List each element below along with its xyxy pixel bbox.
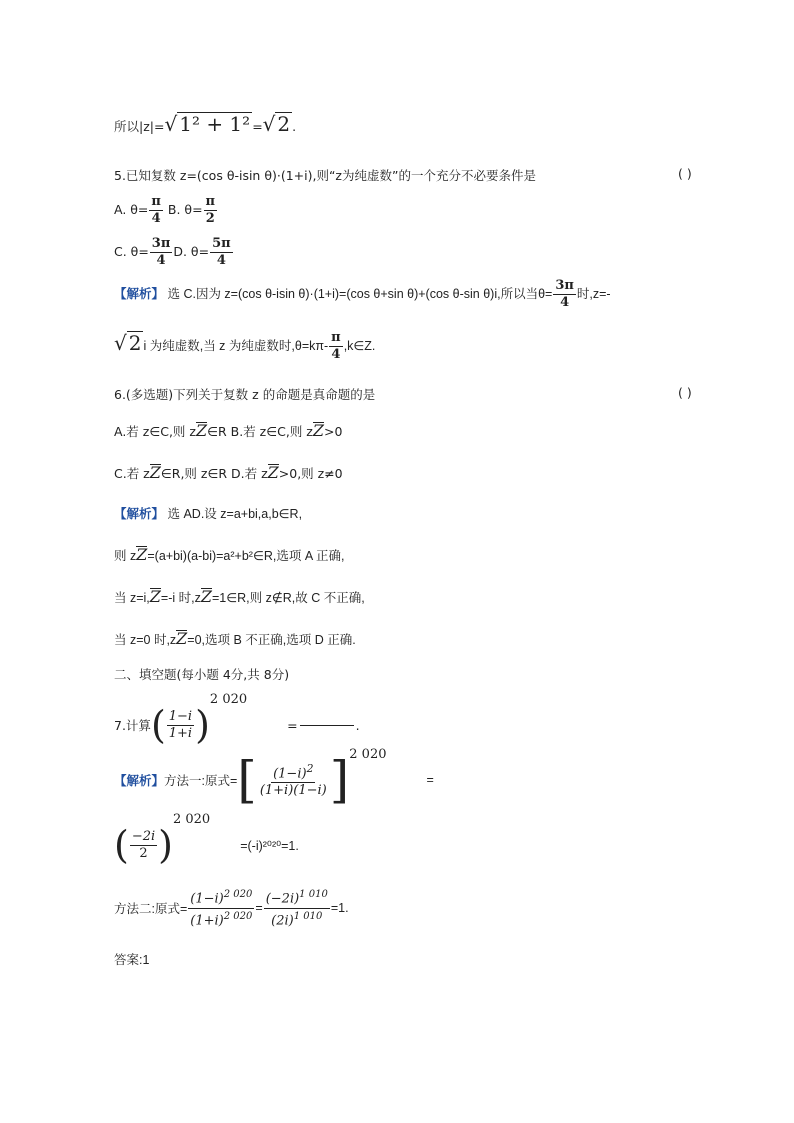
right-paren: ) [195,703,210,747]
q6-analysis-2 [114,546,344,564]
frac-den: 4 [151,211,161,226]
frac-num: 1−i [168,708,193,724]
exponent: 2 020 [172,811,211,827]
frac-den: 2 [205,211,215,226]
frac-den: 4 [560,295,570,310]
exponent: 2 020 [223,889,253,901]
option-c-text: ∈R,则 z∈R [160,466,228,481]
option-b-text: B.若 z∈C,则 z [226,424,313,439]
q6-answer-paren: ( ) [678,385,692,400]
q6-analysis-4 [114,630,356,648]
frac-den-text: (2i) [271,912,294,928]
sqrt-icon: √ [114,330,127,355]
exponent: 2 020 [209,691,248,707]
q7-stem [114,691,360,750]
option-d-text: >0,则 z≠0 [278,466,343,481]
frac-num: −2i [131,828,156,844]
q6-stem: 6.(多选题)下列关于复数 z 的命题是真命题的是 [114,387,376,402]
analysis-fraction [553,278,576,311]
q5-stem: 5.已知复数 z=(cos θ-isin θ)·(1+i),则“z为纯虚数”的一个充分不必要条件是 [114,168,536,183]
analysis-text: 当 z=0 时,z [114,633,177,647]
analysis-text: ,k∈Z. [343,338,376,353]
equals: = [255,901,263,915]
period: . [355,717,360,733]
exponent: 1 010 [293,910,323,922]
frac-den [188,909,254,929]
sqrt-icon: √ [164,112,178,136]
q6-options-ab [114,422,342,440]
z-conjugate: Z [312,421,324,440]
option-c-label: C. θ= [114,244,149,259]
equals: = [287,717,298,733]
right-paren: ) [158,823,173,867]
frac-num: π [205,194,216,209]
frac-num: 3π [151,236,171,251]
sqrt-icon: √ [262,112,276,136]
frac-num [264,887,330,908]
frac-num-text: (1−i) [190,891,224,907]
q7-fraction [167,709,194,742]
frac-den: 4 [156,253,166,268]
z-conjugate: Z [267,463,279,482]
exponent: 2 [306,761,314,775]
analysis-text: 选 AD.设 z=a+bi,a,b∈R, [164,507,303,521]
analysis-tag: 【解析】 [114,286,165,301]
analysis-text: 方法一:原式= [164,774,238,788]
analysis-text: 方法二:原式= [114,902,188,916]
option-d-fraction [210,236,233,269]
analysis-text: =1. [330,901,349,915]
exponent: 1 010 [299,889,328,901]
z-conjugate: Z [149,587,161,606]
option-b-label: B. θ= [163,202,203,217]
q5-analysis [114,278,611,311]
q7-method1 [114,746,434,810]
q5-options-cd [114,236,234,269]
option-b-fraction [204,194,218,227]
option-a-fraction [149,194,163,227]
section-heading: 二、填空题(每小题 4分,共 8分) [114,667,290,682]
analysis-text: 选 C.因为 z=(cos θ-isin θ)·(1+i)=(cos θ+sin θ)+(cos θ-sin θ)i,所以当θ= [164,286,553,301]
option-d-text: D.若 z [227,466,268,481]
method2-fraction-1 [188,887,254,929]
modulus-prefix: 所以|z|= [114,119,165,134]
left-paren: ( [114,823,129,867]
left-bracket: [ [237,751,257,809]
option-a-text: ∈R [207,424,227,439]
frac-den: (1+i)(1−i) [259,783,327,799]
analysis-fraction [329,330,343,363]
q6-options-cd [114,464,343,482]
z-conjugate: Z [136,545,148,564]
q6-analysis [114,504,302,522]
method2-fraction-2 [264,887,330,929]
frac-den: 2 [139,845,148,861]
period: . [292,119,297,134]
frac-num-text: (−2i) [265,891,300,907]
frac-num: 3π [555,278,574,293]
analysis-text: =0,选项 B 不正确,选项 D 正确. [187,633,356,647]
analysis-text: =(-i)²⁰²⁰=1. [240,838,299,853]
answer-blank [300,725,354,726]
frac-num: 5π [212,236,231,251]
q5-answer-paren: ( ) [678,166,692,181]
option-a-text: A.若 z∈C,则 z [114,424,196,439]
analysis-text: 当 z=i, [114,591,150,605]
option-c-fraction [150,236,173,269]
frac-den: 1+i [168,725,193,741]
step-fraction [130,829,157,862]
right-bracket: ] [329,751,350,809]
option-c-text: C.若 z [114,466,150,481]
q7-answer: 答案:1 [114,953,150,967]
q7-label: 7.计算 [114,718,151,733]
analysis-text: 时,z=- [576,286,611,301]
analysis-text: =1∈R,则 z∉R,故 C 不正确, [211,591,365,605]
z-conjugate: Z [200,587,212,606]
analysis-tag: 【解析】 [114,774,165,788]
frac-num: π [331,330,341,345]
option-a-label: A. θ= [114,202,149,217]
frac-den [269,909,324,929]
q7-method2 [114,882,349,934]
analysis-tag: 【解析】 [114,507,165,521]
z-conjugate: Z [195,421,208,440]
q5-options-ab [114,194,218,227]
option-b-text: >0 [323,424,343,439]
exponent: 2 020 [349,746,387,762]
q7-method1-cont [114,811,299,872]
z-conjugate: Z [149,463,161,482]
frac-num: π [151,194,161,209]
frac-den: 4 [216,253,226,268]
sqrt-two: 2 [128,330,142,355]
analysis-text: 则 z [114,549,137,563]
frac-num [271,761,315,783]
z-conjugate: Z [176,629,188,648]
frac-num-text: (1−i) [273,766,307,782]
option-d-label: D. θ= [173,244,210,259]
frac-num [188,887,254,908]
modulus-line [114,112,296,136]
equals: = [252,119,263,134]
frac-den: 4 [331,347,341,362]
left-paren: ( [150,703,166,747]
exponent: 2 020 [223,910,253,922]
analysis-text: i 为纯虚数,当 z 为纯虚数时,θ=kπ- [143,338,329,353]
analysis-text: =(a+bi)(a-bi)=a²+b²∈R,选项 A 正确, [147,549,345,563]
equals: = [426,773,434,787]
frac-den-text: (1+i) [190,912,224,928]
sqrt-body: 1² + 1² [179,112,251,136]
q6-analysis-3 [114,588,365,606]
sqrt-two: 2 [277,112,291,136]
method1-fraction [258,761,329,799]
analysis-text: =-i 时,z [160,591,201,605]
q5-analysis-cont [114,330,375,363]
